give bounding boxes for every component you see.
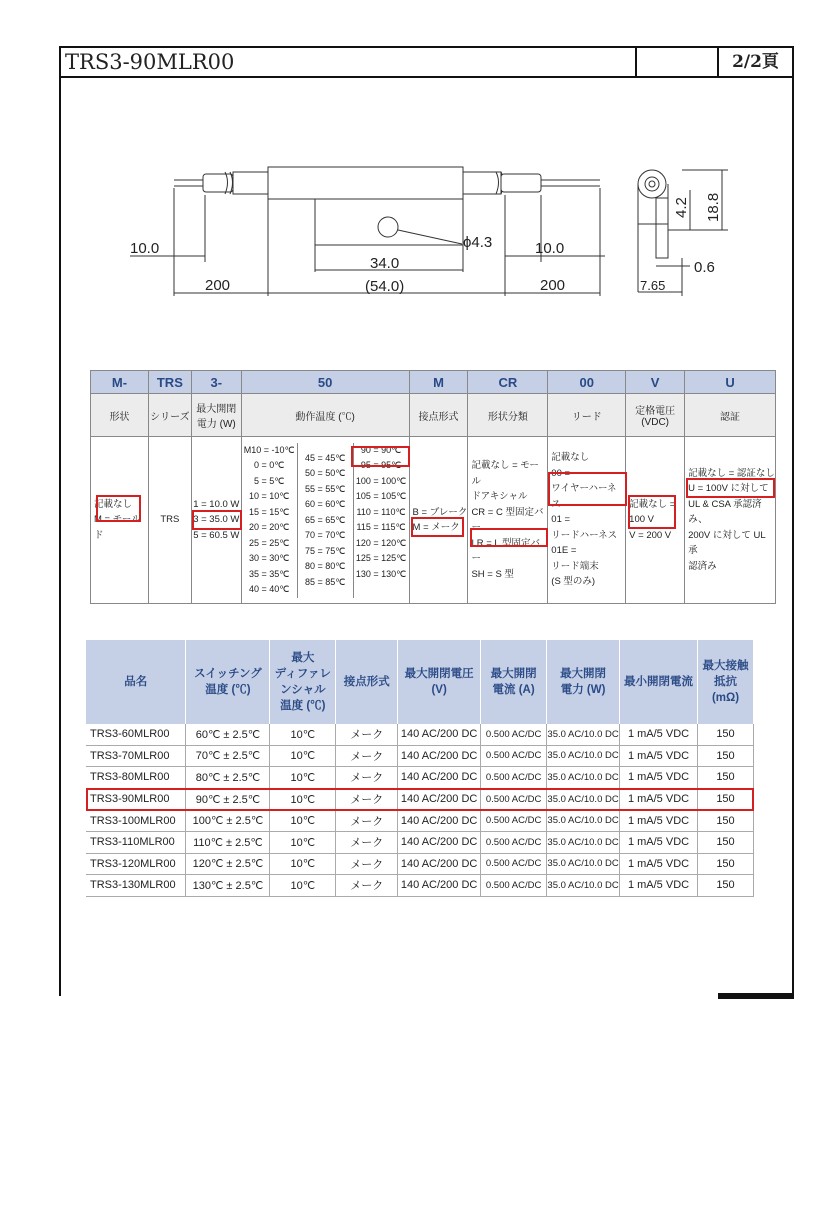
product-row xyxy=(86,853,754,875)
product-cell: 150 xyxy=(698,788,754,810)
name-lead: リード xyxy=(548,394,626,437)
title-block xyxy=(59,46,794,78)
power-option: 1 = 10.0 W xyxy=(193,498,240,510)
temp-option: 120 = 120℃ xyxy=(355,537,407,548)
product-row xyxy=(86,745,754,767)
product-row xyxy=(86,810,754,832)
product-cell: メーク xyxy=(336,745,398,767)
product-cell: 1 mA/5 VDC xyxy=(620,724,698,745)
temp-option: 80 = 80℃ xyxy=(304,561,346,571)
product-cell: 80℃ ± 2.5℃ xyxy=(186,767,270,789)
code-voltage: V xyxy=(626,371,685,394)
title-blank-cell xyxy=(637,48,719,76)
product-cell: 140 AC/200 DC xyxy=(398,745,481,767)
code-power: 3- xyxy=(191,371,241,394)
product-cell: 10℃ xyxy=(270,810,336,832)
temp-option: 70 = 70℃ xyxy=(304,530,346,540)
bottom-rule xyxy=(718,993,794,999)
product-cell: 0.500 AC/DC xyxy=(481,853,547,875)
cert-option: UL & CSA 承認済み、 xyxy=(688,498,762,526)
temp-option: 60 = 60℃ xyxy=(304,499,346,509)
highlight-voltage xyxy=(628,495,676,529)
product-cell: メーク xyxy=(336,831,398,853)
dim-lead-left-length: 200 xyxy=(205,277,231,294)
form-option: 記載なし = モール xyxy=(471,460,539,487)
cert-options xyxy=(685,437,776,604)
product-cell: 10℃ xyxy=(270,853,336,875)
product-cell: 150 xyxy=(698,853,754,875)
product-cell: メーク xyxy=(336,853,398,875)
lead-option: 記載なし xyxy=(551,452,590,464)
cert-option: 認済み xyxy=(688,560,717,572)
product-cell: 100℃ ± 2.5℃ xyxy=(186,810,270,832)
form-options xyxy=(468,437,548,604)
cert-option: U = 100V に対して xyxy=(688,483,769,495)
product-cell: 70℃ ± 2.5℃ xyxy=(186,745,270,767)
lead-option: 00 = xyxy=(551,467,571,479)
product-cell: 90℃ ± 2.5℃ xyxy=(186,788,270,810)
code-series: TRS xyxy=(148,371,191,394)
product-table xyxy=(86,640,754,897)
product-cell: 140 AC/200 DC xyxy=(398,875,481,897)
temp-option: 0 = 0℃ xyxy=(254,460,285,470)
product-row xyxy=(86,724,754,745)
product-header-row xyxy=(86,640,754,724)
product-cell: メーク xyxy=(336,810,398,832)
product-cell: 0.500 AC/DC xyxy=(481,875,547,897)
dim-side-height-large: 18.8 xyxy=(705,192,722,222)
dim-hole-diameter: ϕ4.3 xyxy=(463,234,493,251)
product-cell: 35.0 AC/10.0 DC xyxy=(547,831,620,853)
temp-option: M10 = -10℃ xyxy=(243,444,295,455)
spec-code-row xyxy=(91,371,776,394)
product-cell: 1 mA/5 VDC xyxy=(620,767,698,789)
product-cell: 1 mA/5 VDC xyxy=(620,745,698,767)
temp-option: 115 = 115℃ xyxy=(356,522,406,532)
product-cell: 1 mA/5 VDC xyxy=(620,875,698,897)
header-contact-resistance: 最大接触 抵抗 (mΩ) xyxy=(698,640,754,724)
temp-option: 130 = 130℃ xyxy=(355,568,407,579)
product-cell: 1 mA/5 VDC xyxy=(620,810,698,832)
form-option: LR = L 型固定バー xyxy=(471,537,540,564)
product-cell: 150 xyxy=(698,724,754,745)
form-option: ドアキシャル xyxy=(471,491,528,502)
temp-option: 45 = 45℃ xyxy=(304,452,346,463)
name-voltage: 定格電圧 (VDC) xyxy=(626,394,685,437)
product-cell: 10℃ xyxy=(270,767,336,789)
product-cell: 110℃ ± 2.5℃ xyxy=(186,831,270,853)
temp-option: 5 = 5℃ xyxy=(254,475,285,486)
lead-options xyxy=(548,437,626,604)
part-number-spec-table xyxy=(90,370,776,604)
spec-name-row xyxy=(91,394,776,437)
dim-body-length: 34.0 xyxy=(370,255,400,272)
temp-option: 75 = 75℃ xyxy=(304,545,346,556)
dim-side-height-small: 4.2 xyxy=(673,197,690,218)
product-cell: 10℃ xyxy=(270,788,336,810)
product-cell: 0.500 AC/DC xyxy=(481,831,547,853)
highlight-temp xyxy=(351,446,410,467)
temp-option: 15 = 15℃ xyxy=(249,506,290,517)
product-cell: 140 AC/200 DC xyxy=(398,853,481,875)
power-option: 3 = 35.0 W xyxy=(193,514,240,526)
voltage-option: 100 V xyxy=(629,514,654,526)
highlight-cert xyxy=(686,478,775,498)
product-cell: 1 mA/5 VDC xyxy=(620,788,698,810)
contact-option: B = ブレーク xyxy=(412,506,468,518)
name-series: シリーズ xyxy=(148,394,191,437)
product-cell: 140 AC/200 DC xyxy=(398,767,481,789)
highlight-lead xyxy=(548,472,627,506)
product-cell: 10℃ xyxy=(270,831,336,853)
code-shape: M- xyxy=(91,371,149,394)
product-cell: 1 mA/5 VDC xyxy=(620,831,698,853)
name-cert: 認証 xyxy=(685,394,776,437)
dim-total-length: (54.0) xyxy=(365,278,405,295)
product-cell: TRS3-100MLR00 xyxy=(86,810,186,832)
product-cell: 0.500 AC/DC xyxy=(481,767,547,789)
product-cell: メーク xyxy=(336,767,398,789)
lead-option: リードハーネス xyxy=(551,529,618,541)
temp-option: 55 = 55℃ xyxy=(304,483,346,494)
temp-column-2 xyxy=(298,443,354,598)
product-cell: TRS3-90MLR00 xyxy=(86,788,186,810)
product-cell: 0.500 AC/DC xyxy=(481,724,547,745)
product-row xyxy=(86,875,754,897)
product-cell: 0.500 AC/DC xyxy=(481,745,547,767)
temp-option: 95 = 95℃ xyxy=(360,460,402,470)
dim-side-width-small: 0.6 xyxy=(694,259,715,276)
temp-option: 65 = 65℃ xyxy=(304,514,346,525)
temp-column-1 xyxy=(242,443,298,598)
product-cell: 1 mA/5 VDC xyxy=(620,853,698,875)
code-contact: M xyxy=(409,371,468,394)
dim-side-width-large: 7.65 xyxy=(640,278,666,293)
product-cell: 35.0 AC/10.0 DC xyxy=(547,853,620,875)
product-cell: メーク xyxy=(336,724,398,745)
temp-option: 30 = 30℃ xyxy=(249,553,290,563)
product-cell: TRS3-120MLR00 xyxy=(86,853,186,875)
code-cert: U xyxy=(685,371,776,394)
product-row xyxy=(86,831,754,853)
header-max-current: 最大開閉 電流 (A) xyxy=(481,640,547,724)
header-name: 品名 xyxy=(86,640,186,724)
product-cell: 140 AC/200 DC xyxy=(398,724,481,745)
highlight-product-row xyxy=(86,788,754,811)
product-cell: 0.500 AC/DC xyxy=(481,810,547,832)
product-cell: メーク xyxy=(336,788,398,810)
product-cell: TRS3-60MLR00 xyxy=(86,724,186,745)
voltage-option: 記載なし = xyxy=(629,498,676,510)
highlight-shape xyxy=(96,495,141,522)
code-temp: 50 xyxy=(241,371,409,394)
product-cell: TRS3-80MLR00 xyxy=(86,767,186,789)
product-cell: TRS3-130MLR00 xyxy=(86,875,186,897)
voltage-option: V = 200 V xyxy=(629,529,672,541)
highlight-power xyxy=(192,510,242,530)
series-value: TRS xyxy=(148,437,191,604)
product-cell: 150 xyxy=(698,831,754,853)
cert-option: 記載なし = 認証なし xyxy=(688,467,775,479)
highlight-form xyxy=(470,528,548,547)
product-cell: 150 xyxy=(698,875,754,897)
lead-option: (S 型のみ) xyxy=(551,576,596,588)
code-lead: 00 xyxy=(548,371,626,394)
contact-option: M = メーク xyxy=(412,522,460,533)
product-cell: TRS3-70MLR00 xyxy=(86,745,186,767)
temp-option: 50 = 50℃ xyxy=(304,468,346,478)
dim-lead-left-strip: 10.0 xyxy=(130,240,160,257)
product-cell: 35.0 AC/10.0 DC xyxy=(547,875,620,897)
product-cell: 140 AC/200 DC xyxy=(398,788,481,810)
product-cell: 120℃ ± 2.5℃ xyxy=(186,853,270,875)
product-cell: 150 xyxy=(698,767,754,789)
product-cell: メーク xyxy=(336,875,398,897)
product-cell: TRS3-110MLR00 xyxy=(86,831,186,853)
temp-option: 125 = 125℃ xyxy=(355,553,407,563)
name-power: 最大開閉 電力 (W) xyxy=(191,394,241,437)
name-form: 形状分類 xyxy=(468,394,548,437)
temp-option: 20 = 20℃ xyxy=(249,522,290,532)
dim-lead-right-length: 200 xyxy=(540,277,566,294)
temp-option: 110 = 110℃ xyxy=(356,506,406,517)
shape-option: 記載なし xyxy=(94,498,133,510)
temp-option: 85 = 85℃ xyxy=(304,576,346,587)
temp-option: 105 = 105℃ xyxy=(355,491,407,501)
temp-option: 100 = 100℃ xyxy=(355,475,407,486)
product-cell: 140 AC/200 DC xyxy=(398,831,481,853)
lead-option: 01E = xyxy=(551,545,577,557)
header-max-voltage: 最大開閉電圧 (V) xyxy=(398,640,481,724)
product-cell: 130℃ ± 2.5℃ xyxy=(186,875,270,897)
cert-option: 200V に対して UL 承 xyxy=(688,529,766,557)
product-cell: 10℃ xyxy=(270,875,336,897)
header-contact: 接点形式 xyxy=(336,640,398,724)
header-diff-temp: 最大 ディファレ ンシャル 温度 (℃) xyxy=(270,640,336,724)
document-title: TRS3-90MLR00 xyxy=(61,48,637,76)
lead-option: リード端末 xyxy=(551,560,599,572)
dimension-drawing xyxy=(120,150,740,300)
code-form: CR xyxy=(468,371,548,394)
name-contact: 接点形式 xyxy=(409,394,468,437)
header-min-current: 最小開閉電流 xyxy=(620,640,698,724)
temp-option: 90 = 90℃ xyxy=(360,444,402,455)
header-switch-temp: スイッチング 温度 (℃) xyxy=(186,640,270,724)
product-cell: 150 xyxy=(698,745,754,767)
dim-lead-right-strip: 10.0 xyxy=(535,240,565,257)
form-option: SH = S 型 xyxy=(471,568,514,580)
product-cell: 35.0 AC/10.0 DC xyxy=(547,810,620,832)
product-cell: 35.0 AC/10.0 DC xyxy=(547,745,620,767)
product-row xyxy=(86,767,754,789)
highlight-contact xyxy=(411,517,464,537)
product-cell: 140 AC/200 DC xyxy=(398,810,481,832)
product-cell: 35.0 AC/10.0 DC xyxy=(547,724,620,745)
product-cell: 0.500 AC/DC xyxy=(481,788,547,810)
product-cell: 10℃ xyxy=(270,745,336,767)
shape-option: M = モールド xyxy=(94,514,141,541)
name-shape: 形状 xyxy=(91,394,149,437)
header-max-power: 最大開閉 電力 (W) xyxy=(547,640,620,724)
temp-option: 10 = 10℃ xyxy=(249,491,290,501)
temp-option: 25 = 25℃ xyxy=(249,537,290,548)
lead-option: 01 = xyxy=(551,514,571,526)
temp-option: 35 = 35℃ xyxy=(249,568,290,579)
temp-option: 40 = 40℃ xyxy=(249,584,290,594)
power-option: 5 = 60.5 W xyxy=(193,529,240,541)
product-cell: 35.0 AC/10.0 DC xyxy=(547,767,620,789)
product-cell: 150 xyxy=(698,810,754,832)
lead-option: ワイヤーハーネス xyxy=(551,483,617,510)
product-cell: 60℃ ± 2.5℃ xyxy=(186,724,270,745)
name-temp: 動作温度 (℃) xyxy=(241,394,409,437)
product-cell: 10℃ xyxy=(270,724,336,745)
product-cell: 35.0 AC/10.0 DC xyxy=(547,788,620,810)
form-option: CR = C 型固定バー xyxy=(471,506,544,533)
page-number: 2/2頁 xyxy=(732,52,779,72)
